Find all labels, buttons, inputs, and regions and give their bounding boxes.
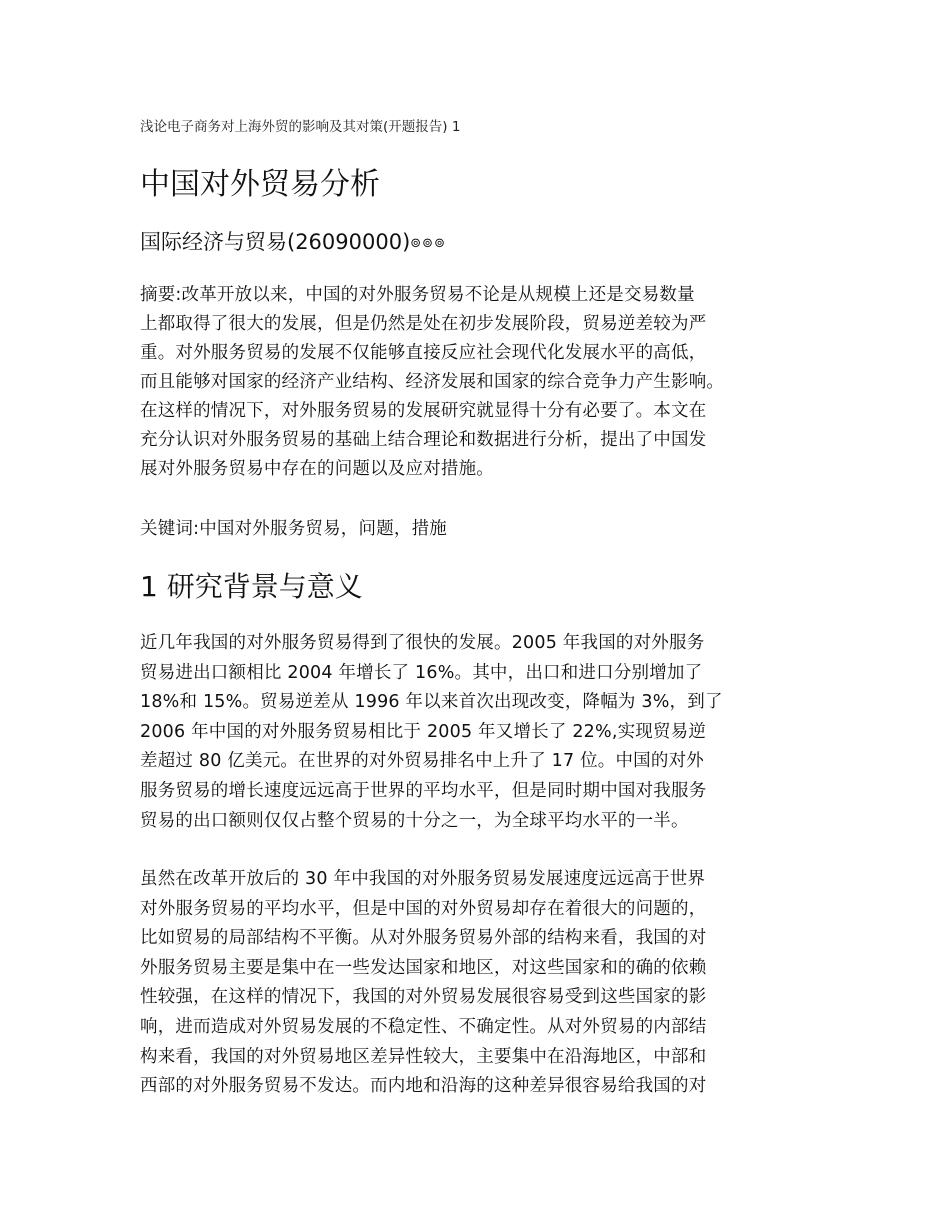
paragraph-line: 西部的对外服务贸易不发达。而内地和沿海的这种差异很容易给我国的对 [140,1076,707,1097]
document-subtitle [140,226,446,260]
keywords: 关键词:中国对外服务贸易，问题，措施 [140,519,447,539]
paragraph-line: 差超过 80 亿美元。在世界的对外贸易排名中上升了 17 位。中国的对外 [140,751,704,772]
section-heading: 1 研究背景与意义 [140,570,363,603]
subtitle-marks: ⊚⊚⊚ [410,236,446,251]
paragraph-line: 外服务贸易主要是集中在一些发达国家和地区，对这些国家和的确的依赖 [140,957,707,978]
abstract-line: 展对外服务贸易中存在的问题以及应对措施。 [140,459,494,479]
paragraph-line: 性较强，在这样的情况下，我国的对外贸易发展很容易受到这些国家的影 [140,987,707,1008]
paragraph-line: 虽然在改革开放后的 30 年中我国的对外服务贸易发展速度远远高于世界 [140,869,706,889]
abstract [140,281,724,484]
abstract-line: 摘要:改革开放以来，中国的对外服务贸易不论是从规模上还是交易数量 [140,285,695,305]
paragraph-line: 比如贸易的局部结构不平衡。从对外服务贸易外部的结构来看，我国的对 [140,928,707,949]
paragraph-line: 构来看，我国的对外贸易地区差异性较大，主要集中在沿海地区，中部和 [140,1046,707,1067]
abstract-line: 在这样的情况下，对外服务贸易的发展研究就显得十分有必要了。本文在 [140,401,707,421]
paragraph-line: 贸易的出口额则仅仅占整个贸易的十分之一，为全球平均水平的一半。 [140,810,689,831]
abstract-line: 上都取得了很大的发展，但是仍然是处在初步发展阶段，贸易逆差较为严 [140,314,707,334]
paragraph-line: 响，进而造成对外贸易发展的不稳定性、不确定性。从对外贸易的内部结 [140,1016,707,1037]
abstract-line: 重。对外服务贸易的发展不仅能够直接反应社会现代化发展水平的高低， [140,343,707,363]
abstract-line: 充分认识对外服务贸易的基础上结合理论和数据进行分析，提出了中国发 [140,430,707,450]
paragraph-line: 18%和 15%。贸易逆差从 1996 年以来首次出现改变，降幅为 3%，到了 [140,692,723,713]
paragraph-line: 对外服务贸易的平均水平，但是中国的对外贸易却存在着很大的问题的， [140,898,707,919]
running-header: 浅论电子商务对上海外贸的影响及其对策(开题报告) 1 [140,119,461,135]
paragraph-line: 2006 年中国的对外服务贸易相比于 2005 年又增长了 22%,实现贸易逆 [140,721,707,742]
subtitle-text: 国际经济与贸易(26090000) [140,230,411,254]
paragraph-1 [140,629,723,836]
abstract-line: 而且能够对国家的经济产业结构、经济发展和国家的综合竞争力产生影响。 [140,372,725,392]
paragraph-line: 贸易进出口额相比 2004 年增长了 16%。其中，出口和进口分别增加了 [140,662,703,683]
paragraph-2 [140,865,706,1102]
paragraph-line: 服务贸易的增长速度远远高于世界的平均水平，但是同时期中国对我服务 [140,780,707,801]
document-title: 中国对外贸易分析 [140,167,380,202]
paragraph-line: 近几年我国的对外服务贸易得到了很快的发展。2005 年我国的对外服务 [140,633,705,653]
